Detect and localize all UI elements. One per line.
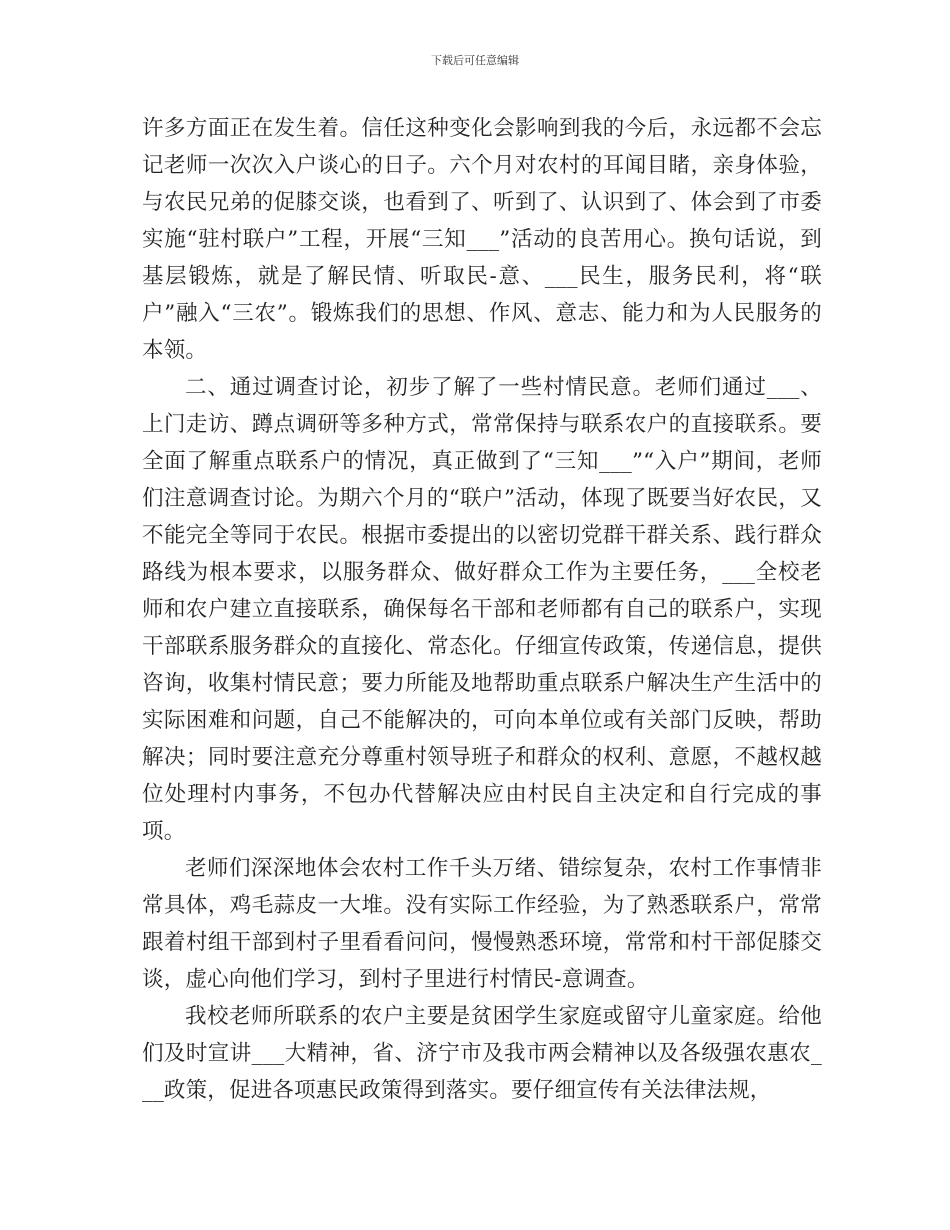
paragraph-4: 我校老师所联系的农户主要是贫困学生家庭或留守儿童家庭。给他们及时宣讲___大精神，省、济宁市及我市两会精神以及各级强农惠农___政策，促进各项惠民政策得到落实。要仔细宣传有关法律法规， — [142, 1004, 822, 1103]
page-header: 下载后可任意编辑 — [431, 54, 519, 67]
paragraph-1: 许多方面正在发生着。信任这种变化会影响到我的今后，永远都不会忘记老师一次次入户谈心的日子。六个月对农村的耳闻目睹，亲身体验，与农民兄弟的促膝交谈，也看到了、听到了、认识到了、体会到了市委实施“驻村联户”工程，开展“三知___”活动的良苦用心。换句话说，到基层锻炼，就是了解民情、听取民-意、___民生，服务民利，将“联户”融入“三农”。锻炼我们的思想、作风、意志、能力和为人民服务的本领。 — [142, 116, 822, 363]
document-body — [142, 110, 822, 1109]
paragraph-2: 二、通过调查讨论，初步了解了一些村情民意。老师们通过___、上门走访、蹲点调研等多种方式，常常保持与联系农户的直接联系。要全面了解重点联系户的情况，真正做到了“三知___”“入户”期间，老师们注意调查讨论。为期六个月的“联户”活动，体现了既要当好农民，又不能完全等同于农民。根据市委提出的以密切党群干群关系、践行群众路线为根本要求，以服务群众、做好群众工作为主要任务，___全校老师和农户建立直接联系，确保每名干部和老师都有自己的联系户，实现干部联系服务群众的直接化、常态化。仔细宣传政策，传递信息，提供咨询，收集村情民意；要力所能及地帮助重点联系户解决生产生活中的实际困难和问题，自己不能解决的，可向本单位或有关部门反映，帮助解决；同时要注意充分尊重村领导班子和群众的权利、意愿，不越权越位处理村内事务，不包办代替解决应由村民自主决定和自行完成的事项。 — [142, 375, 822, 844]
paragraph-3: 老师们深深地体会农村工作千头万绪、错综复杂，农村工作事情非常具体，鸡毛蒜皮一大堆。没有实际工作经验，为了熟悉联系户，常常跟着村组干部到村子里看看问问，慢慢熟悉环境，常常和村干部促膝交谈，虚心向他们学习，到村子里进行村情民-意调查。 — [142, 856, 822, 992]
